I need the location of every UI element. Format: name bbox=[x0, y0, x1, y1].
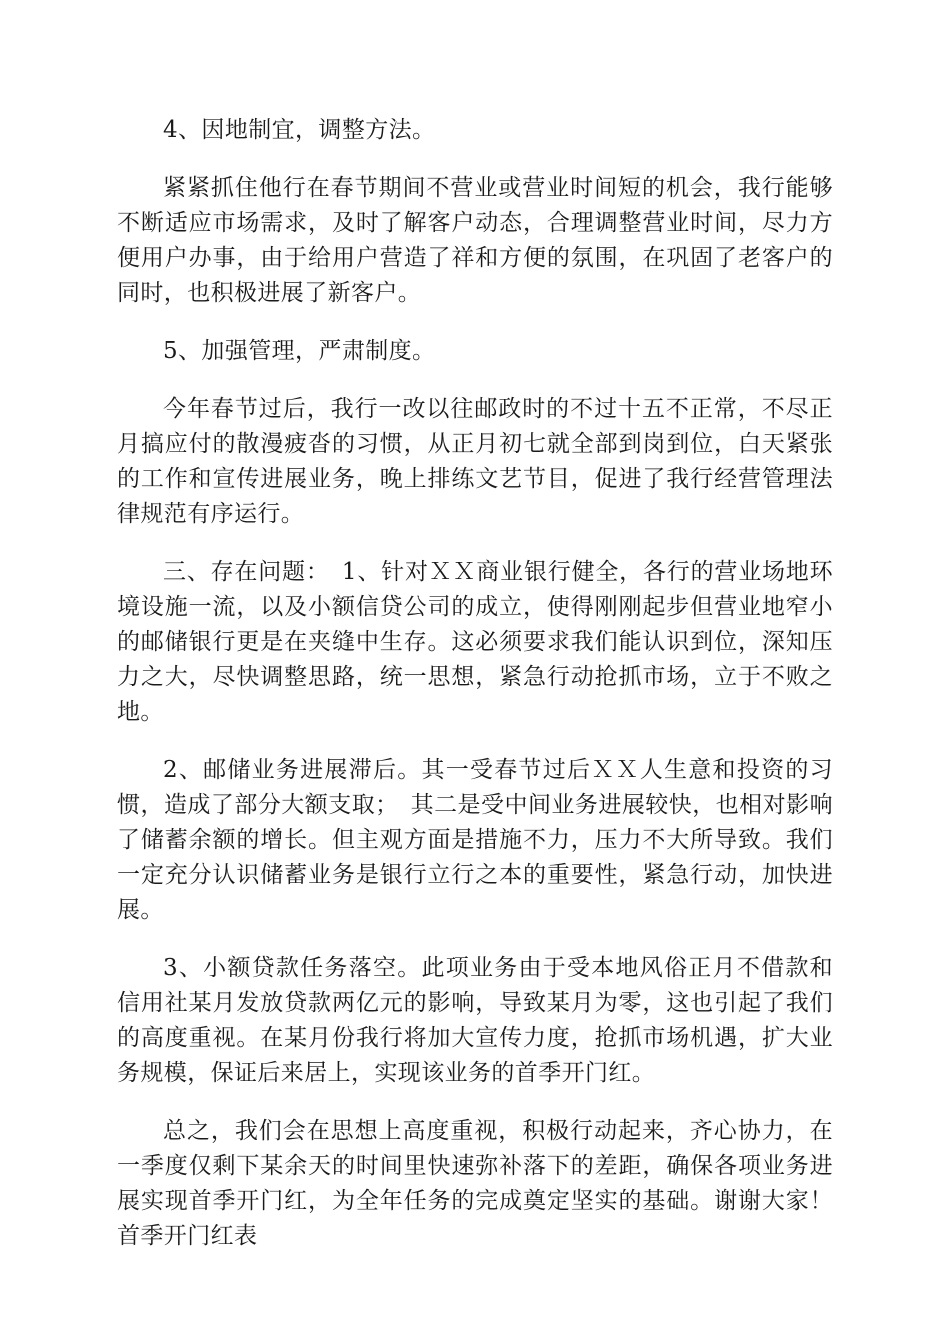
paragraph-conclusion: 总之，我们会在思想上高度重视，积极行动起来，齐心协力，在一季度仅剩下某余天的时间里快速弥补落下的差距，确保各项业务进展实现首季开门红，为全年任务的完成奠定坚实的基础。谢谢大家！首季开门红表 bbox=[117, 1118, 833, 1249]
paragraph-adapt-market: 紧紧抓住他行在春节期间不营业或营业时间短的机会，我行能够不断适应市场需求，及时了解客户动态，合理调整营业时间，尽力方便用户办事，由于给用户营造了祥和方便的氛围，在巩固了老客户的同时，也积极进展了新客户。 bbox=[117, 175, 833, 306]
heading-item-5: 5、加强管理，严肃制度。 bbox=[163, 338, 436, 364]
paragraph-problems-3: 3、小额贷款任务落空。此项业务由于受本地风俗正月不借款和信用社某月发放贷款两亿元的影响，导致某月为零，这也引起了我们的高度重视。在某月份我行将加大宣传力度，抢抓市场机遇，扩大业务规模，保证后来居上，实现该业务的首季开门红。 bbox=[117, 955, 833, 1086]
document-body bbox=[117, 113, 833, 1277]
heading-item-4: 4、因地制宜，调整方法。 bbox=[163, 117, 436, 143]
paragraph-problems-2: 2、邮储业务进展滞后。其一受春节过后ＸＸ人生意和投资的习惯，造成了部分大额支取； 其二是受中间业务进展较快，也相对影响了储蓄余额的增长。但主观方面是措施不力，压力不大所导致。我们一定充分认识储蓄业务是银行立行之本的重要性，紧急行动，加快进展。 bbox=[117, 757, 833, 923]
paragraph-management: 今年春节过后，我行一改以往邮政时的不过十五不正常，不尽正月搞应付的散漫疲沓的习惯，从正月初七就全部到岗到位，白天紧张的工作和宣传进展业务，晚上排练文艺节目，促进了我行经营管理法律规范有序运行。 bbox=[117, 396, 833, 527]
paragraph-problems-1: 三、存在问题： 1、针对ＸＸ商业银行健全，各行的营业场地环境设施一流，以及小额信贷公司的成立，使得刚刚起步但营业地窄小的邮储银行更是在夹缝中生存。这必须要求我们能认识到位，深知压力之大，尽快调整思路，统一思想，紧急行动抢抓市场，立于不败之地。 bbox=[117, 559, 833, 725]
